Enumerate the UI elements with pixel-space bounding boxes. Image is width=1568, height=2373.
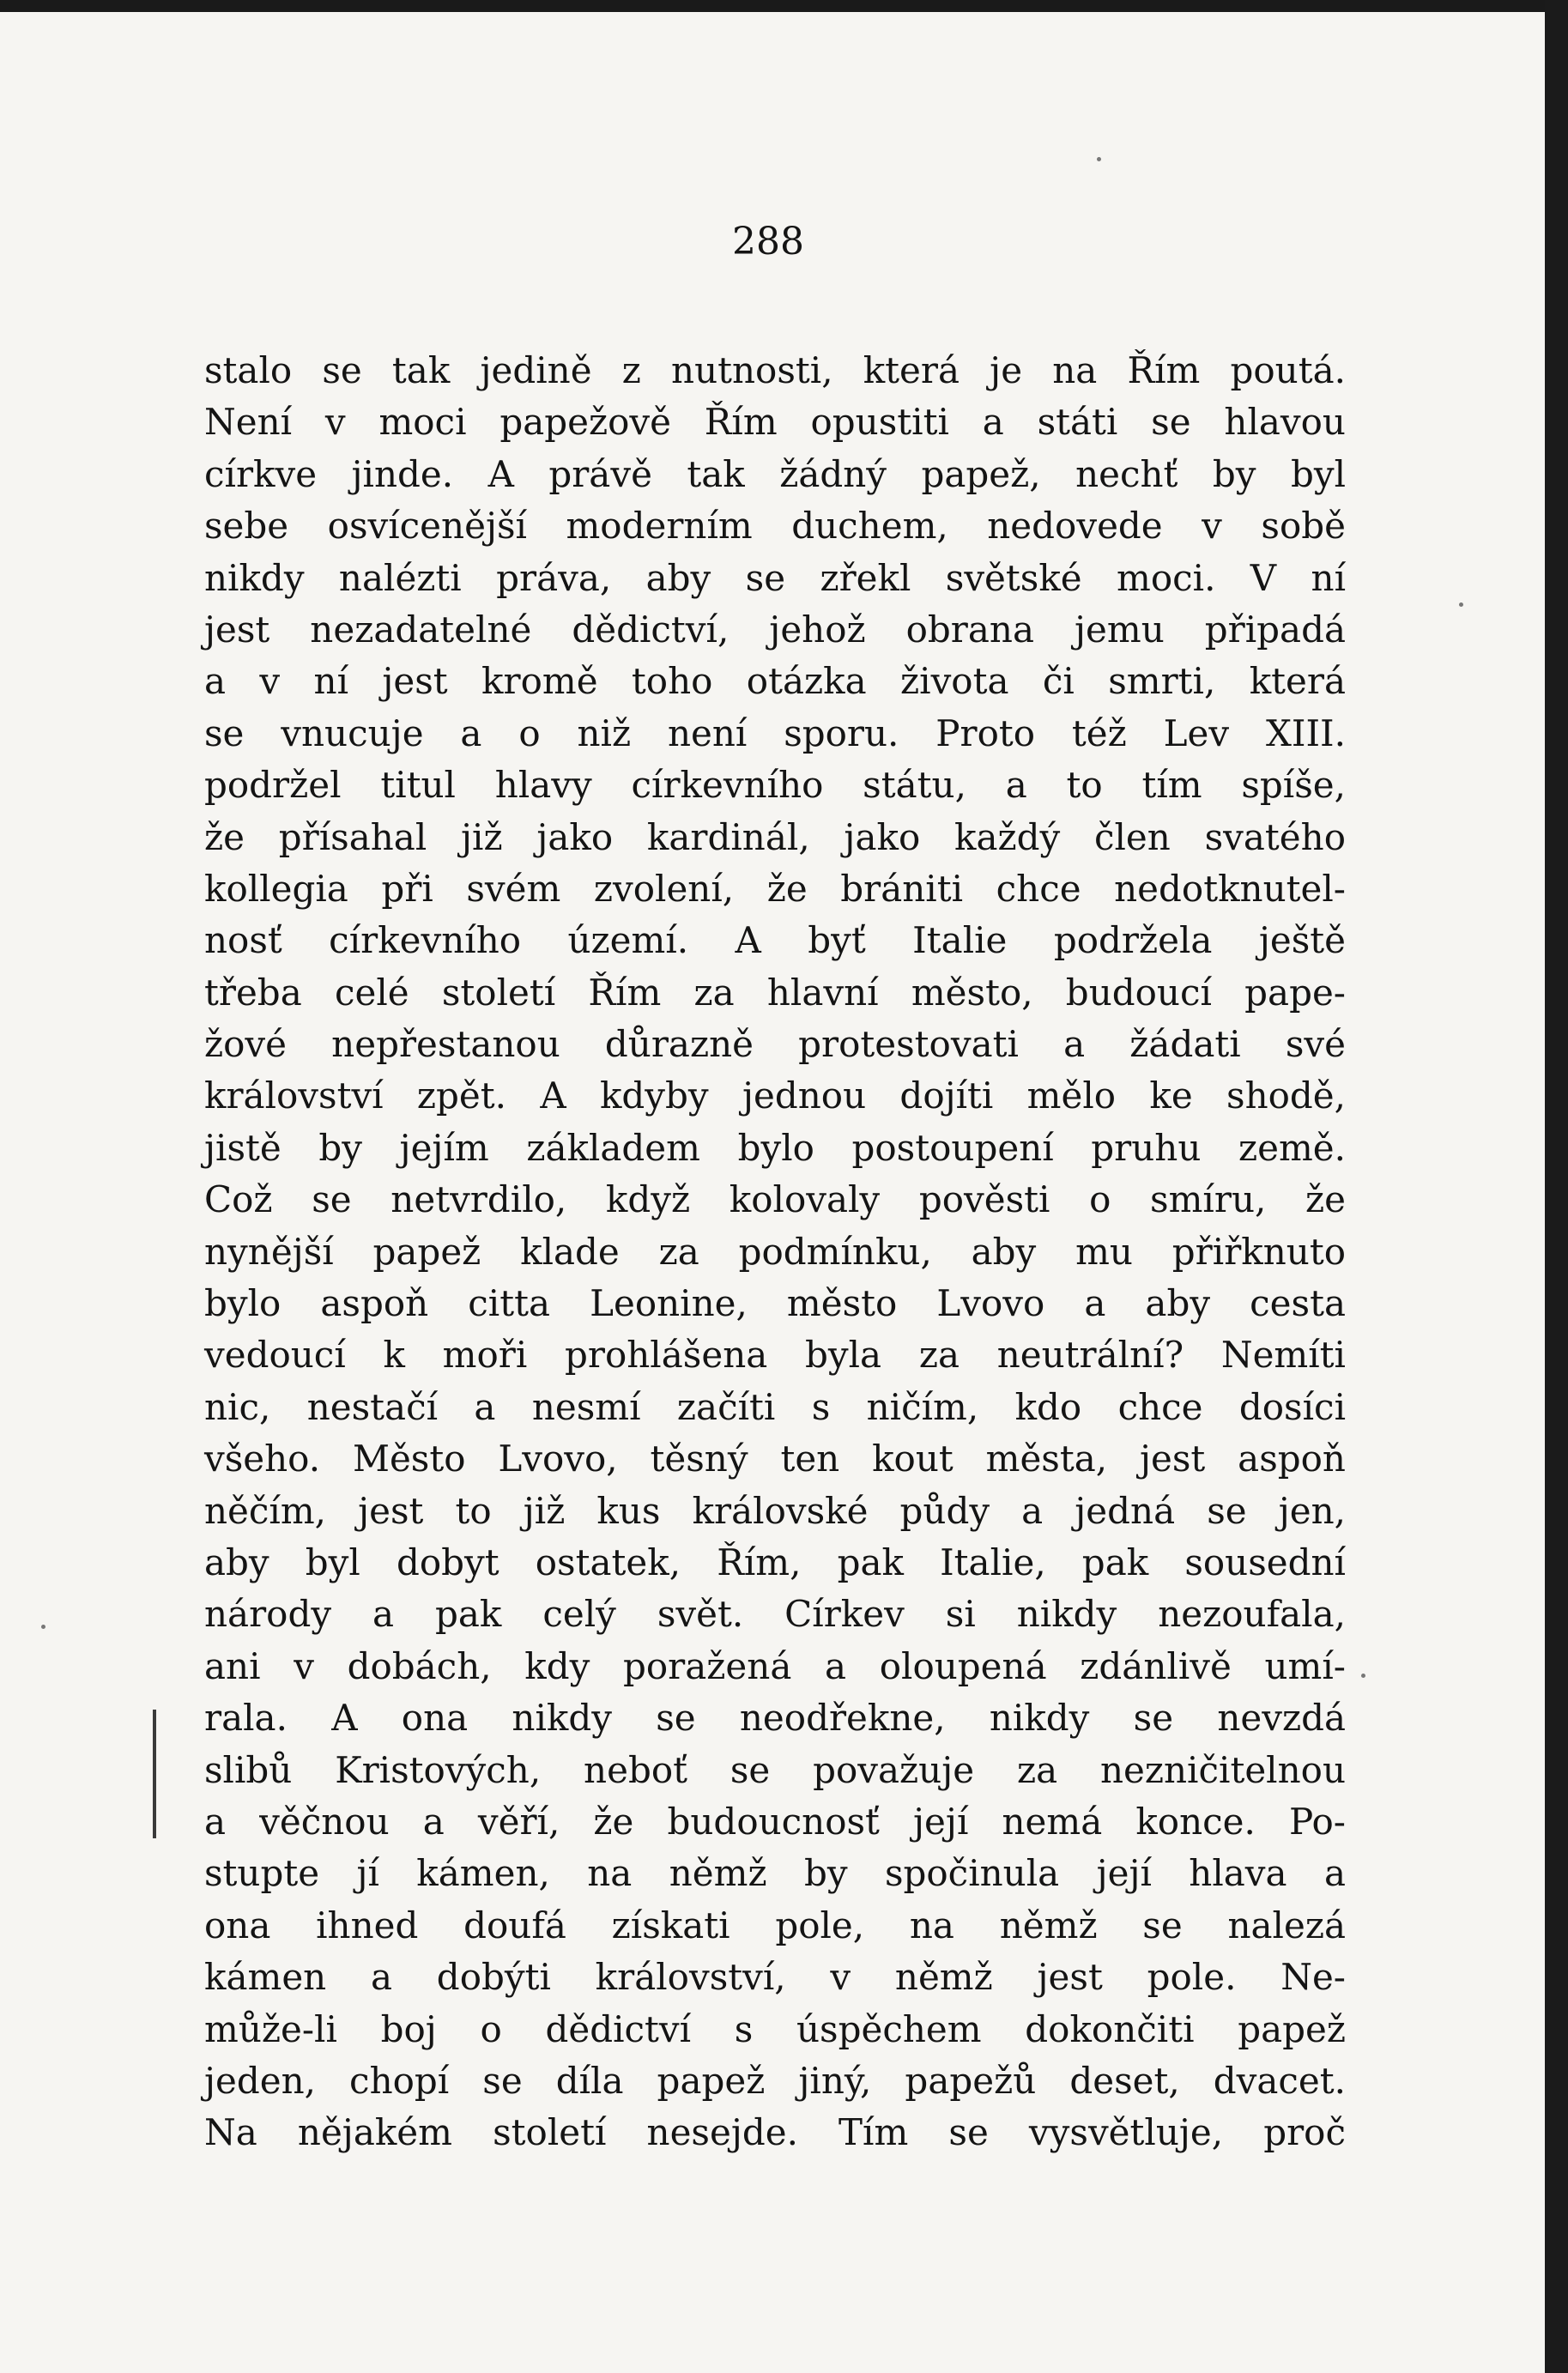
text-line: vedoucí k moři prohlášena byla za neutrální? Nemíti — [204, 1334, 1346, 1377]
scan-speck — [1361, 1674, 1365, 1678]
scan-speck — [41, 1625, 45, 1629]
text-line: Na nějakém století nesejde. Tím se vysvětluje, proč — [204, 2111, 1346, 2154]
text-line: církve jinde. A právě tak žádný papež, nechť by byl — [204, 452, 1346, 495]
text-line: národy a pak celý svět. Církev si nikdy nezoufala, — [204, 1593, 1346, 1636]
page-number: 288 — [732, 220, 804, 263]
text-line: kollegia při svém zvolení, že brániti chce nedotknutel- — [204, 867, 1346, 910]
text-line: nynější papež klade za podmínku, aby mu přiřknuto — [204, 1230, 1346, 1273]
text-line: rala. A ona nikdy se neodřekne, nikdy se nevzdá — [204, 1697, 1346, 1740]
text-line: slibů Kristových, neboť se považuje za nezničitelnou — [204, 1748, 1346, 1791]
text-line: bylo aspoň citta Leonine, město Lvovo a aby cesta — [204, 1282, 1346, 1325]
text-line: nikdy nalézti práva, aby se zřekl světské moci. V ní — [204, 556, 1346, 599]
text-line: ani v dobách, kdy poražená a oloupená zdánlivě umí- — [204, 1644, 1346, 1687]
scan-top-edge — [0, 0, 1545, 12]
text-line: jistě by jejím základem bylo postoupení pruhu země. — [204, 1126, 1346, 1169]
text-line: Není v moci papežově Řím opustiti a státi se hlavou — [204, 401, 1346, 444]
text-line: může-li boj o dědictví s úspěchem dokončiti papež — [204, 2007, 1346, 2050]
text-line: ona ihned doufá získati pole, na němž se nalezá — [204, 1904, 1346, 1946]
margin-pencil-mark — [153, 1710, 156, 1838]
text-line: sebe osvícenější moderním duchem, nedovede v sobě — [204, 505, 1346, 548]
text-line: Což se netvrdilo, když kolovaly pověsti o smíru, že — [204, 1178, 1346, 1221]
text-line: a věčnou a věří, že budoucnosť její nemá konce. Po- — [204, 1800, 1346, 1843]
text-line: žové nepřestanou důrazně protestovati a žádati své — [204, 1023, 1346, 1066]
text-line: třeba celé století Řím za hlavní město, budoucí pape- — [204, 971, 1346, 1014]
scan-right-edge — [1545, 0, 1568, 2373]
text-line: jest nezadatelné dědictví, jehož obrana jemu připadá — [204, 608, 1346, 651]
text-line: království zpět. A kdyby jednou dojíti mělo ke shodě, — [204, 1075, 1346, 1117]
text-line: nic, nestačí a nesmí začíti s ničím, kdo chce dosíci — [204, 1385, 1346, 1428]
text-line: stalo se tak jedině z nutnosti, která je na Řím poutá. — [204, 349, 1346, 391]
body-text — [204, 345, 1346, 2159]
text-line: jeden, chopí se díla papež jiný, papežů deset, dvacet. — [204, 2059, 1346, 2102]
text-line: stupte jí kámen, na němž by spočinula její hlava a — [204, 1852, 1346, 1895]
text-line: se vnucuje a o niž není sporu. Proto též Lev XIII. — [204, 711, 1346, 754]
text-line: nosť církevního území. A byť Italie podržela ještě — [204, 919, 1346, 962]
text-line: a v ní jest kromě toho otázka života či smrti, která — [204, 660, 1346, 703]
text-line: aby byl dobyt ostatek, Řím, pak Italie, pak sousední — [204, 1541, 1346, 1583]
scan-speck — [1097, 157, 1101, 161]
text-line: podržel titul hlavy církevního státu, a to tím spíše, — [204, 764, 1346, 807]
text-line: že přísahal již jako kardinál, jako každý člen svatého — [204, 815, 1346, 858]
text-line: něčím, jest to již kus královské půdy a jedná se jen, — [204, 1489, 1346, 1532]
text-line: všeho. Město Lvovo, těsný ten kout města, jest aspoň — [204, 1438, 1346, 1480]
scan-speck — [1459, 602, 1463, 607]
text-line: kámen a dobýti království, v němž jest pole. Ne- — [204, 1956, 1346, 1999]
